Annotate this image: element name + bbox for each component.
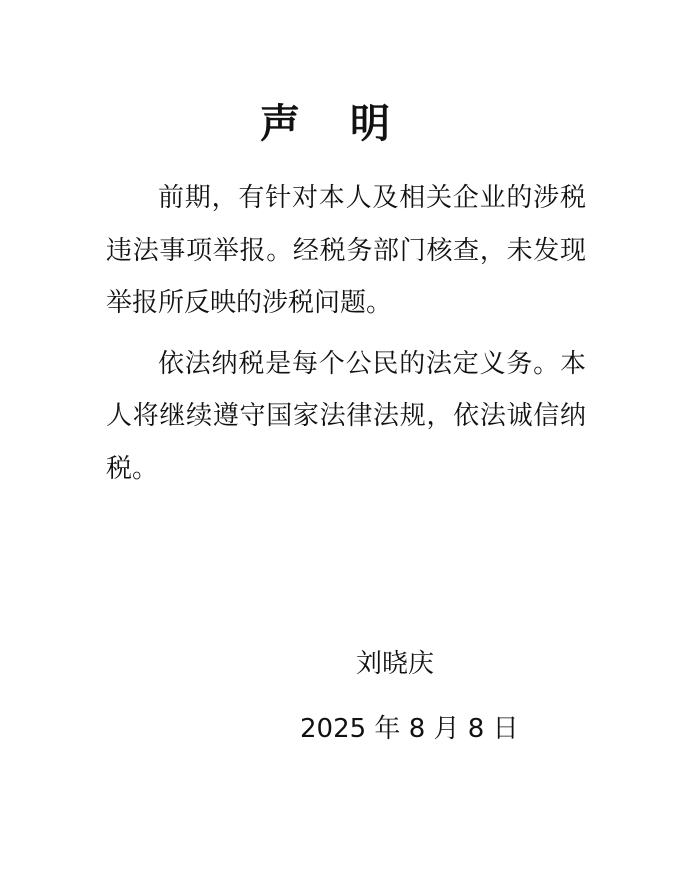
document-title: 声 明: [260, 101, 408, 147]
signature-name: 刘晓庆: [356, 649, 435, 679]
paragraph-2: 依法纳税是每个公民的法定义务。本人将继续遵守国家法律法规，依法诚信纳税。: [106, 348, 586, 484]
statement-body: [106, 172, 586, 495]
paragraph-1: 前期，有针对本人及相关企业的涉税违法事项举报。经税务部门核查，未发现举报所反映的涉税问题。: [106, 183, 586, 318]
statement-date: 2025 年 8 月 8 日: [300, 714, 519, 744]
